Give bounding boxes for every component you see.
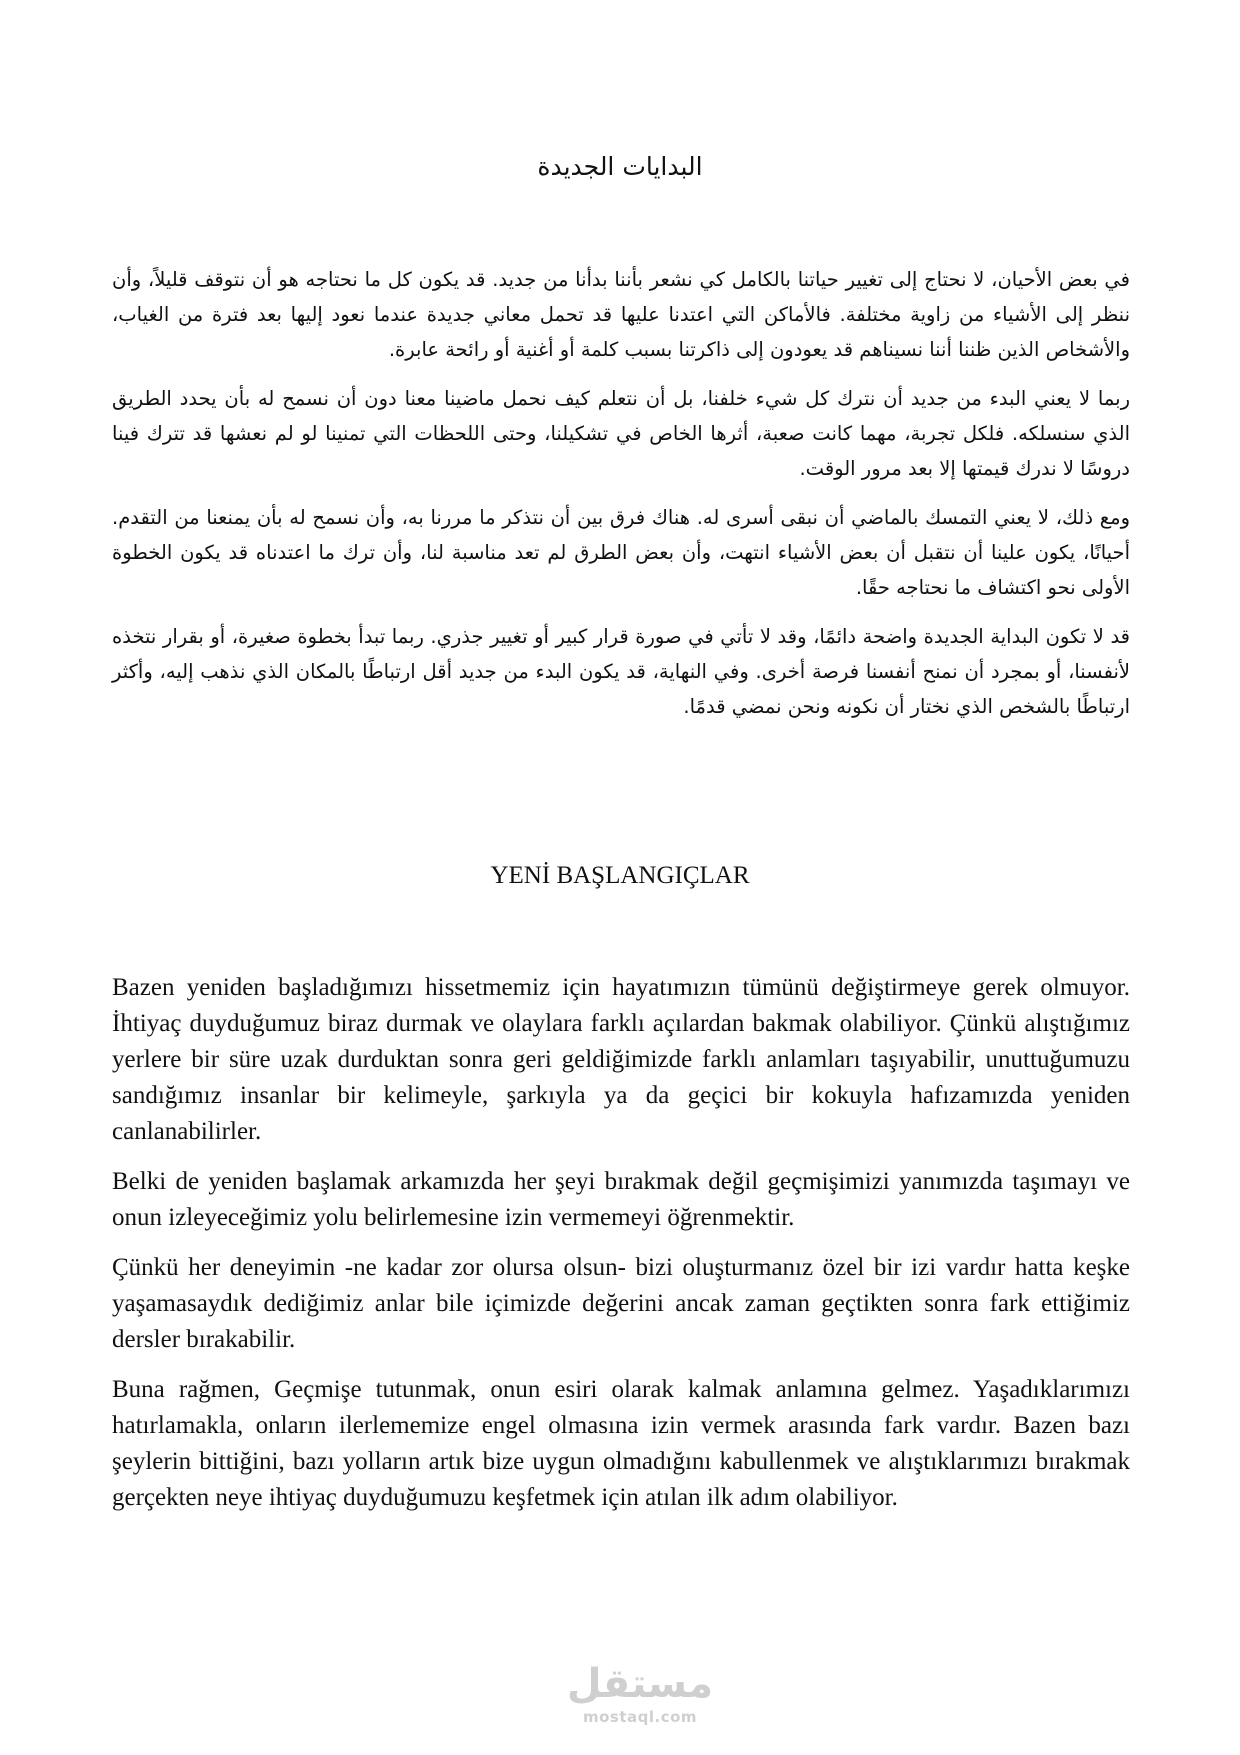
arabic-paragraph: ومع ذلك، لا يعني التمسك بالماضي أن نبقى أسرى له. هناك فرق بين أن نتذكر ما مررنا به، وأن نسمح له بأن يمنعنا من التقدم. أحيانًا، يكون علينا أن نتقبل أن بعض الأشياء انتهت، وأن بعض الطرق لم تعد مناسبة لنا، وأن ترك ما اعتدناه قد يكون الخطوة الأولى نحو اكتشاف ما نحتاجه حقًا. [112, 506, 1130, 599]
watermark-logo: مستقل [566, 1661, 714, 1707]
turkish-body [112, 970, 1130, 1530]
turkish-paragraph: Belki de yeniden başlamak arkamızda her şeyi bırakmak değil geçmişimizi yanımızda taşımayı ve onun izleyeceğimiz yolu belirlemesine izin vermemeyi öğrenmektir. [112, 1168, 1130, 1231]
turkish-title: YENİ BAŞLANGIÇLAR [490, 862, 750, 889]
turkish-paragraph: Çünkü her deneyimin -ne kadar zor olursa olsun- bizi oluşturmanız özel bir izi vardır hatta keşke yaşamasaydık dediğimiz anlar bile içimizde değerini ancak zaman geçtikten sonra fark ettiğimiz dersler bırakabilir. [112, 1254, 1130, 1353]
arabic-paragraph: في بعض الأحيان، لا نحتاج إلى تغيير حياتنا بالكامل كي نشعر بأننا بدأنا من جديد. قد يكون كل ما نحتاجه هو أن نتوقف قليلاً، وأن ننظر إلى الأشياء من زاوية مختلفة. فالأماكن التي اعتدنا عليها قد تحمل معاني جديدة عندما نعود إليها بعد فترة من الغياب، والأشخاص الذين ظننا أننا نسيناهم قد يعودون إلى ذاكرتنا بسبب كلمة أو أغنية أو رائحة عابرة. [112, 268, 1130, 361]
turkish-paragraph: Buna rağmen, Geçmişe tutunmak, onun esiri olarak kalmak anlamına gelmez. Yaşadıklarımızı hatırlamakla, onların ilerlememize engel olmasına izin vermek arasında fark vardır. Bazen bazı şeylerin bittiğini, bazı yolların artık bize uygun olmadığını kabullenmek ve alıştıklarımızı bırakmak gerçekten neye ihtiyaç duyduğumuzu keşfetmek için atılan ilk adım olabiliyor. [112, 1376, 1130, 1511]
arabic-title: البدايات الجديدة [537, 152, 703, 181]
watermark-domain: mostaql.com [582, 1708, 698, 1726]
arabic-paragraph: قد لا تكون البداية الجديدة واضحة دائمًا، وقد لا تأتي في صورة قرار كبير أو تغيير جذري. ربما تبدأ بخطوة صغيرة، أو بقرار نتخذه لأنفسنا، أو بمجرد أن نمنح أنفسنا فرصة أخرى. وفي النهاية، قد يكون البدء من جديد أقل ارتباطًا بالمكان الذي نذهب إليه، وأكثر ارتباطًا بالشخص الذي نختار أن نكونه ونحن نمضي قدمًا. [112, 625, 1130, 718]
turkish-paragraph: Bazen yeniden başladığımızı hissetmemiz için hayatımızın tümünü değiştirmeye gerek olmuyor. İhtiyaç duyduğumuz biraz durmak ve olaylara farklı açılardan bakmak olabiliyor. Çünkü alıştığımız yerlere bir süre uzak durduktan sonra geri geldiğimizde farklı anlamları taşıyabilir, unuttuğumuzu sandığımız insanlar bir kelimeyle, şarkıyla ya da geçici bir kokuyla hafızamızda yeniden canlanabilirler. [112, 974, 1130, 1145]
arabic-body [112, 262, 1130, 738]
mostaql-watermark [540, 1660, 740, 1740]
arabic-paragraph: ربما لا يعني البدء من جديد أن نترك كل شيء خلفنا، بل أن نتعلم كيف نحمل ماضينا معنا دون أن نسمح له بأن يحدد الطريق الذي سنسلكه. فلكل تجربة، مهما كانت صعبة، أثرها الخاص في تشكيلنا، وحتى اللحظات التي تمنينا لو لم نعشها قد تترك فينا دروسًا لا ندرك قيمتها إلا بعد مرور الوقت. [112, 387, 1130, 480]
